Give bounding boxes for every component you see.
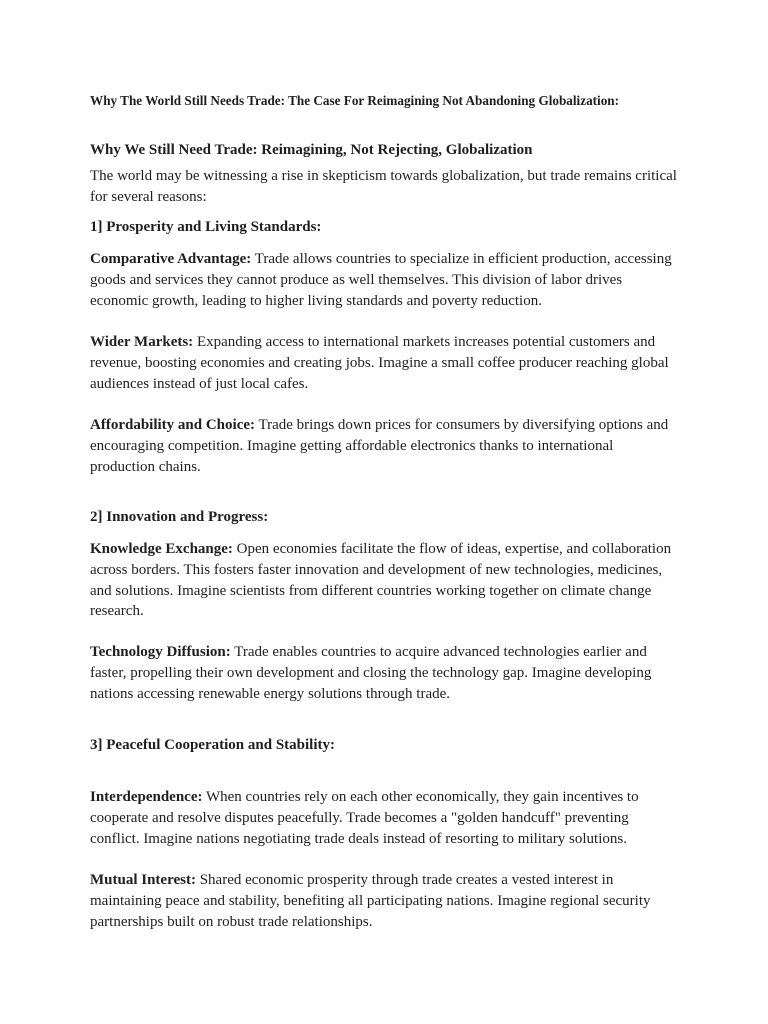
paragraph-text: Expanding access to international markets increases potential customers and revenue, boosting economies and creating jobs. Imagine a small coffee producer reaching global audiences instead of just local cafes. <box>90 334 669 392</box>
term-label: Wider Markets: <box>90 334 194 350</box>
paragraph-text: Trade brings down prices for consumers by diversifying options and encouraging competition. Imagine getting affordable electronics thanks to international production chains. <box>90 417 669 475</box>
intro-paragraph: The world may be witnessing a rise in skepticism towards globalization, but trade remains critical for several reasons: <box>90 168 677 205</box>
paragraph-interdependence <box>90 787 682 849</box>
paragraph-technology-diffusion <box>90 642 682 704</box>
document-title: Why The World Still Needs Trade: The Case For Reimagining Not Abandoning Globalization: <box>90 93 620 108</box>
paragraph-text: Open economies facilitate the flow of ideas, expertise, and collaboration across borders. This fosters faster innovation and development of new technologies, medicines, and solutions. Imagine scientists from different countries working together on climate change research. <box>90 541 672 620</box>
paragraph-text: Trade allows countries to specialize in efficient production, accessing goods and services they cannot produce as well themselves. This division of labor drives economic growth, leading to higher living standards and poverty reduction. <box>90 251 672 309</box>
term-label: Interdependence: <box>90 789 203 805</box>
section-heading-innovation: 2] Innovation and Progress: <box>90 509 269 525</box>
section-heading-cooperation: 3] Peaceful Cooperation and Stability: <box>90 737 335 753</box>
paragraph-text: Shared economic prosperity through trade creates a vested interest in maintaining peace and stability, benefiting all participating nations. Imagine regional security partnerships built on robust trade relationships. <box>90 872 651 930</box>
paragraph-mutual-interest <box>90 870 682 932</box>
term-label: Mutual Interest: <box>90 872 196 888</box>
term-label: Technology Diffusion: <box>90 644 231 660</box>
paragraph-text: When countries rely on each other economically, they gain incentives to cooperate and resolve disputes peacefully. Trade becomes a "golden handcuff" preventing conflict. Imagine nations negotiating trade deals instead of resorting to military solutions. <box>90 789 639 847</box>
paragraph-text: Trade enables countries to acquire advanced technologies earlier and faster, propelling their own development and closing the technology gap. Imagine developing nations accessing renewable energy solutions through trade. <box>90 644 652 702</box>
document-subtitle: Why We Still Need Trade: Reimagining, Not Rejecting, Globalization <box>90 142 533 158</box>
paragraph-wider-markets <box>90 332 682 394</box>
term-label: Comparative Advantage: <box>90 251 252 267</box>
paragraph-knowledge-exchange <box>90 539 682 622</box>
paragraph-comparative-advantage <box>90 249 682 311</box>
paragraph-affordability-choice <box>90 415 682 477</box>
term-label: Affordability and Choice: <box>90 417 255 433</box>
term-label: Knowledge Exchange: <box>90 541 233 557</box>
section-heading-prosperity: 1] Prosperity and Living Standards: <box>90 219 322 235</box>
